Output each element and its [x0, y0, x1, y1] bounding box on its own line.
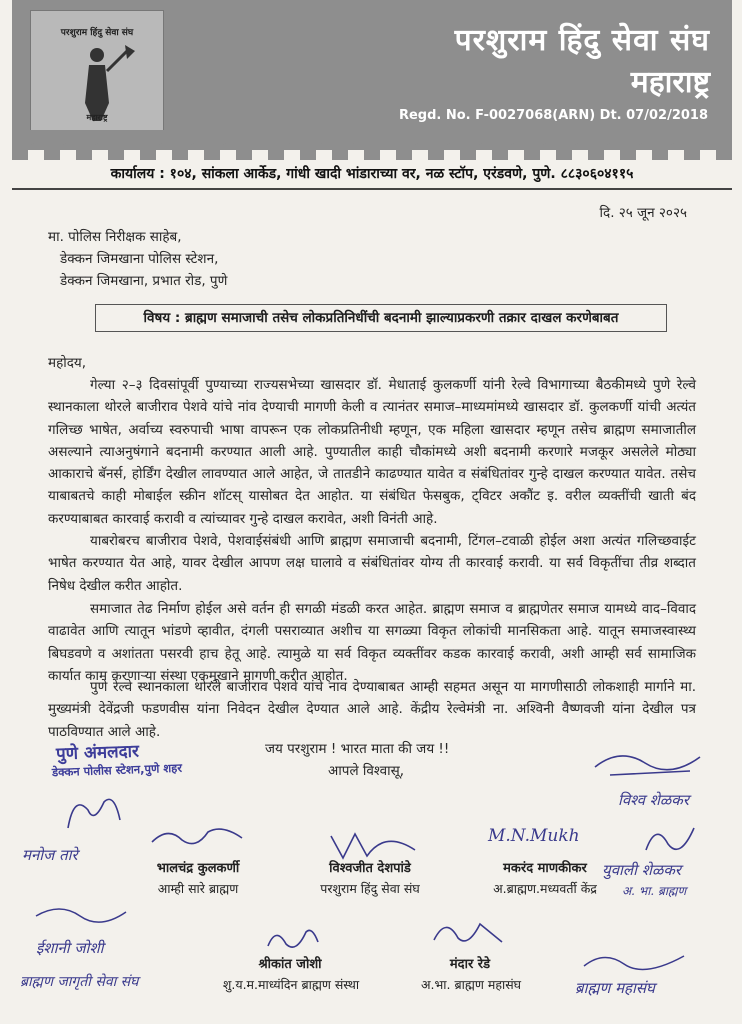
signature-scribble-icon: [148, 822, 248, 852]
handwritten-right-org-2: अ. भा. ब्राह्मण: [622, 884, 687, 898]
signatory-2-org: परशुराम हिंदु सेवा संघ: [320, 881, 420, 896]
signature-scribble-icon: [580, 948, 690, 974]
handwritten-right-name: विश्व शेळकर: [618, 791, 689, 809]
signatory-1-name: भालचंद्र कुलकर्णी: [156, 861, 240, 876]
signature-scribble-icon: [325, 826, 425, 862]
police-stamp-station: डेक्कन पोलीस स्टेशन,पुणे शहर: [51, 760, 183, 780]
paragraph-1: गेल्या २–३ दिवसांपूर्वी पुण्याच्या राज्यसभेच्या खासदार डॉ. मेधाताई कुलकर्णी यांनी रेल्वे विभागाच्या बैठकीमध्ये पुणे रेल्वे स्थानकाला थोरले बाजीराव पेशवे यांचे नांव देण्याची मागणी केली व त्यानंतर समाज–माध्यमांमध्ये खासदार डॉ. कुलकर्णी यांची अत्यंत गलिच्छ भाषेत, अर्वाच्य स्वरुपाची भाषा वापरून एक लोकप्रतिनीधी म्हणून, एक महिला खासदार म्हणून तसेच ब्राह्मण समाजातील असल्याने त्याअनुषंगाने बदनामी करण्यात आली आहे. पुण्यातील काही चौकांमध्ये अशी बदनामी करणारे मजकूर असलेले मोठ्या आकाराचे बॅनर्स, होर्डिंग देखील लावण्यात आले आहेत, जे तातडीने काढण्यात यावेत व संबंधितांवर गुन्हे दाखल करण्यात यावेत. तसेच याबाबतचे काही मोबाईल स्क्रीन शॉटस् यासोबत देत आहोत. या संबंधित फेसबुक, ट्विटर अकौंट इ. वरील व्यक्तींची खाती बंद करण्याबाबत कारवाई करावी व त्यांच्यावर गुन्हे दाखल करावेत, अशी विनंती आहे.: [48, 377, 696, 527]
recipient-line-2: डेक्कन जिमखाना पोलिस स्टेशन,: [60, 251, 219, 267]
battlement-border: [12, 130, 732, 160]
signature-scribble-icon: [30, 900, 130, 928]
handwritten-left-name-2: ईशानी जोशी: [36, 939, 104, 957]
handwritten-right-bottom: ब्राह्मण महासंघ: [575, 979, 655, 997]
signatory-2-name: विश्वजीत देशपांडे: [329, 861, 411, 876]
header-divider: [12, 188, 732, 190]
yours-faithfully: आपले विश्वासू,: [328, 763, 405, 779]
signatory-1-org: आम्ही सारे ब्राह्मण: [157, 881, 239, 896]
salutation: महोदय,: [48, 355, 87, 371]
signatory-3-name: मकरंद माणकीकर: [503, 861, 587, 876]
paragraph-2: याबरोबरच बाजीराव पेशवे, पेशवाईसंबंधी आणि ब्राह्मण समाजाची बदनामी, टिंगल–टवाळी होईल अशा अत्यंत गलिच्छवाईट भाषेत करण्यात येत आहे, यावर देखील आपण लक्ष घालावे व संबंधितांवर योग्य ती कारवाई करावी. या सर्व विकृतींचा तीव्र शब्दात निषेध देखील करीत आहोत.: [48, 533, 696, 594]
office-address: कार्यालय : १०४, सांकला आर्केड, गांधी खादी भांडाराच्या वर, नळ स्टॉप, एरंडवणे, पुणे. ८८३०६०४११५: [110, 166, 634, 182]
signatory-5-org: अ.भा. ब्राह्मण महासंघ: [420, 977, 522, 992]
letter-date: दि. २५ जून २०२५: [599, 205, 687, 221]
signature-scribble-icon: [590, 745, 710, 781]
logo-bottom-text: महाराष्ट्र: [86, 113, 108, 122]
handwritten-right-name-2: युवाली शेळकर: [602, 861, 682, 879]
signatory-4-name: श्रीकांत जोशी: [258, 957, 322, 972]
signatory-4-org: शु.य.म.माध्यंदिन ब्राह्मण संस्था: [222, 977, 360, 992]
signature-scribble-icon: [428, 912, 508, 952]
signatory-5-name: मंदार रेडे: [449, 957, 491, 972]
org-state: महाराष्ट्र: [630, 65, 710, 100]
signature-scribble-icon: [262, 922, 322, 956]
police-stamp-title: पुणे अंमलदार: [55, 741, 140, 765]
paragraph-4: पुणे रेल्वे स्थानकाला थोरले बाजीराव पेशवे यांचे नाव देण्याबाबत आम्ही सहमत असून या मागणीसाठी लोकशाही मार्गाने मा. मुख्यमंत्री देवेंद्रजी फडणवीस यांना निवेदन देखील देण्यात आले आहे. केंद्रीय रेल्वेमंत्री ना. अश्विनी वैष्णवजी यांना देखील पत्र पाठविण्यात आले आहे.: [48, 679, 696, 740]
paragraph-3: समाजात तेढ निर्माण होईल असे वर्तन ही सगळी मंडळी करत आहेत. ब्राह्मण समाज व ब्राह्मणेतर समाज यामध्ये वाद–विवाद वाढावेत आणि त्यातून भांडणे व्हावीत, दंगली पसराव्यात अशीच या सगळ्या विकृत लोकांची मानसिकता आहे. यातून समाजस्वास्थ्य बिघडवणे व अशांतता पसरवी हाच हेतू आहे. त्यामुळे या सर्व विकृत व्यक्तींवर कडक कारवाई करावी, अशी आम्ही सर्व सामाजिक कार्यात काम करणाऱ्या संस्था एकमुखाने मागणी करीत आहोत.: [48, 601, 696, 684]
signature-scribble-icon: [640, 820, 700, 860]
logo-top-text: परशुराम हिंदु सेवा संघ: [60, 28, 134, 38]
signatory-3-org: अ.ब्राह्मण.मध्यवर्ती केंद्र: [493, 881, 597, 896]
letter-subject: विषय : ब्राह्मण समाजाची तसेच लोकप्रतिनिधींची बदनामी झाल्याप्रकरणी तक्रार दाखल करणेबाबत: [95, 304, 667, 332]
handwritten-left-org: ब्राह्मण जागृती सेवा संघ: [20, 974, 139, 990]
signature-text-makrand: M.N.Mukh: [488, 826, 580, 846]
recipient-line-1: मा. पोलिस निरीक्षक साहेब,: [48, 229, 182, 245]
org-name: परशुराम हिंदु सेवा संघ: [454, 23, 710, 58]
org-logo: [30, 10, 164, 132]
handwritten-left-name: मनोज तारे: [22, 846, 78, 864]
letterhead: [12, 0, 732, 150]
closing-slogan: जय परशुराम ! भारत माता की जय !!: [265, 741, 450, 757]
recipient-line-3: डेक्कन जिमखाना, प्रभात रोड, पुणे: [60, 273, 228, 289]
signature-scribble-icon: [60, 790, 130, 840]
registration-number: Regd. No. F-0027068(ARN) Dt. 07/02/2018: [398, 108, 708, 123]
